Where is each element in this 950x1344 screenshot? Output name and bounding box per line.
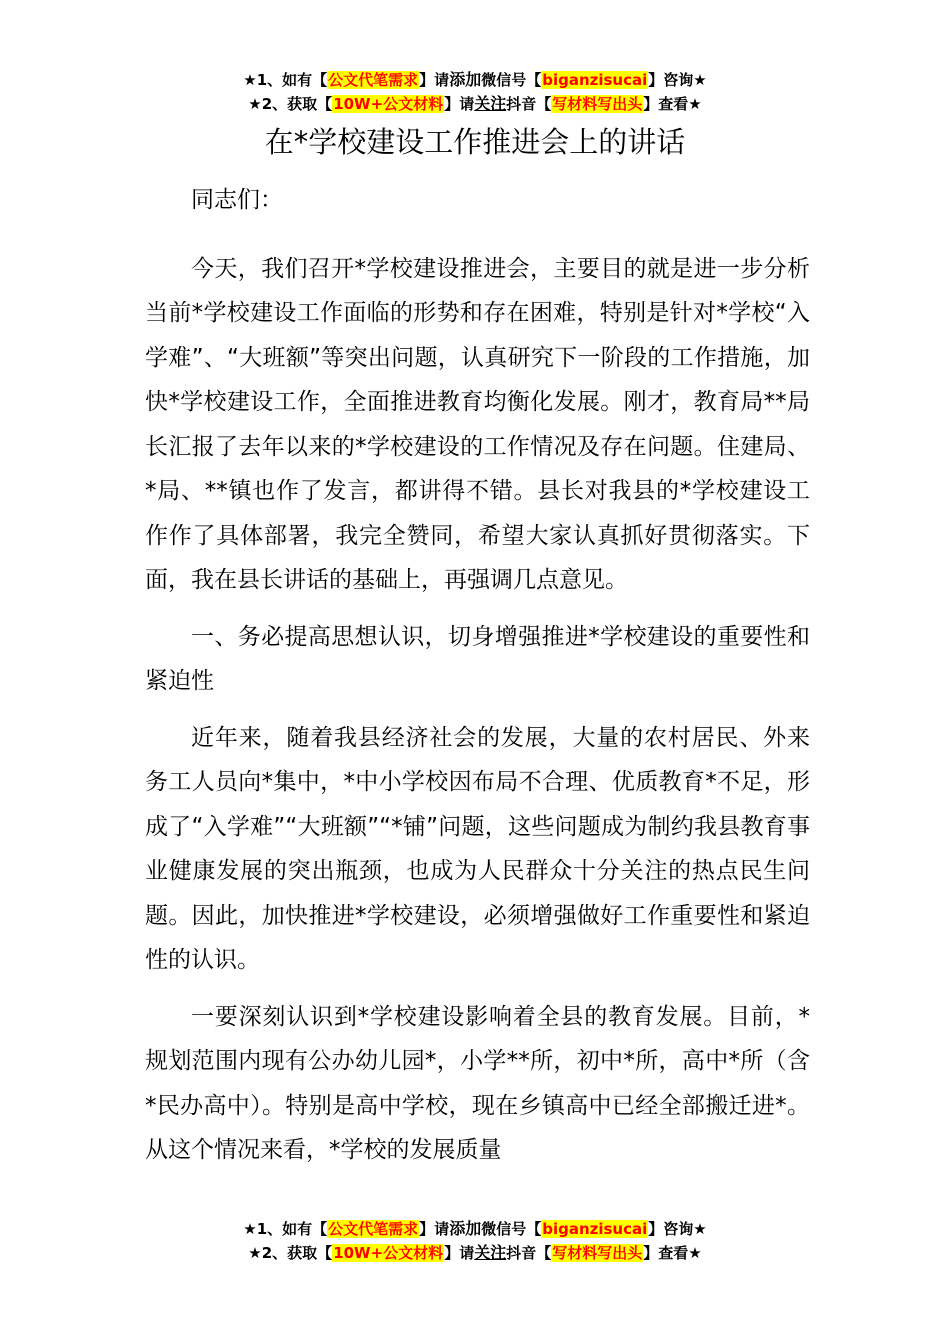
promo-emphasis: 添加 bbox=[449, 70, 482, 89]
promo-text: ★1、如有【 bbox=[243, 1220, 328, 1238]
promo-text: 】咨询★ bbox=[648, 1220, 707, 1238]
promo-text: 微信号【 bbox=[481, 71, 542, 89]
promo-text: 】咨询★ bbox=[648, 71, 707, 89]
promo-line-1 bbox=[0, 68, 950, 92]
promo-highlight: 写材料写出头 bbox=[552, 1244, 643, 1262]
promo-text: 】查看★ bbox=[643, 1244, 702, 1262]
promo-highlight: biganzisucai bbox=[542, 71, 648, 89]
section-heading: 一、务必提高思想认识，切身增强推进*学校建设的重要性和紧迫性 bbox=[145, 623, 810, 694]
salutation: 同志们： bbox=[191, 187, 283, 213]
promo-text: 微信号【 bbox=[481, 1220, 542, 1238]
promo-text: 抖音【 bbox=[506, 1244, 552, 1262]
promo-text: 】请 bbox=[444, 1244, 475, 1262]
paragraph: 近年来，随着我县经济社会的发展，大量的农村居民、外来务工人员向*集中，*中小学校因布局不合理、优质教育*不足，形成了“入学难”“大班额”“*铺”问题，这些问题成为制约我县教育事业健康发展的突出瓶颈，也成为人民群众十分关注的热点民生问题。因此，加快推进*学校建设，必须增强做好工作重要性和紧迫性的认识。 bbox=[145, 724, 810, 973]
promo-line-1 bbox=[0, 1217, 950, 1241]
promo-line-2 bbox=[0, 92, 950, 116]
paragraph: 一要深刻认识到*学校建设影响着全县的教育发展。目前，*规划范围内现有公办幼儿园*，小学**所，初中*所，高中*所（含*民办高中）。特别是高中学校，现在乡镇高中已经全部搬迁进*。从这个情况来看，*学校的发展质量 bbox=[145, 1003, 810, 1163]
promo-highlight: 写材料写出头 bbox=[552, 95, 643, 113]
header-promo-banner bbox=[0, 68, 950, 116]
promo-text: 】查看★ bbox=[643, 95, 702, 113]
promo-text: 】请 bbox=[444, 95, 475, 113]
promo-highlight: 公文代笔需求 bbox=[328, 71, 419, 89]
promo-highlight: biganzisucai bbox=[542, 1220, 648, 1238]
promo-highlight: 公文代笔需求 bbox=[328, 1220, 419, 1238]
promo-highlight: 10W+公文材料 bbox=[333, 95, 444, 113]
promo-text: ★2、获取【 bbox=[248, 95, 333, 113]
paragraph: 今天，我们召开*学校建设推进会，主要目的就是进一步分析当前*学校建设工作面临的形势和存在困难，特别是针对*学校“入学难”、“大班额”等突出问题，认真研究下一阶段的工作措施，加快*学校建设工作，全面推进教育均衡化发展。刚才，教育局**局长汇报了去年以来的*学校建设的工作情况及存在问题。住建局、*局、**镇也作了发言，都讲得不错。县长对我县的*学校建设工作作了具体部署，我完全赞同，希望大家认真抓好贯彻落实。下面，我在县长讲话的基础上，再强调几点意见。 bbox=[145, 255, 811, 593]
promo-text: 抖音【 bbox=[506, 95, 552, 113]
document-title: 在*学校建设工作推进会上的讲话 bbox=[264, 125, 686, 159]
promo-highlight: 10W+公文材料 bbox=[333, 1244, 444, 1262]
footer-promo-banner bbox=[0, 1217, 950, 1265]
promo-text: ★1、如有【 bbox=[243, 71, 328, 89]
promo-line-2 bbox=[0, 1241, 950, 1265]
promo-emphasis: 关注 bbox=[474, 94, 507, 113]
document-body bbox=[145, 178, 810, 1185]
promo-emphasis: 添加 bbox=[449, 1219, 482, 1238]
promo-emphasis: 关注 bbox=[474, 1243, 507, 1262]
promo-text: 】请 bbox=[419, 71, 450, 89]
promo-text: 】请 bbox=[419, 1220, 450, 1238]
promo-text: ★2、获取【 bbox=[248, 1244, 333, 1262]
